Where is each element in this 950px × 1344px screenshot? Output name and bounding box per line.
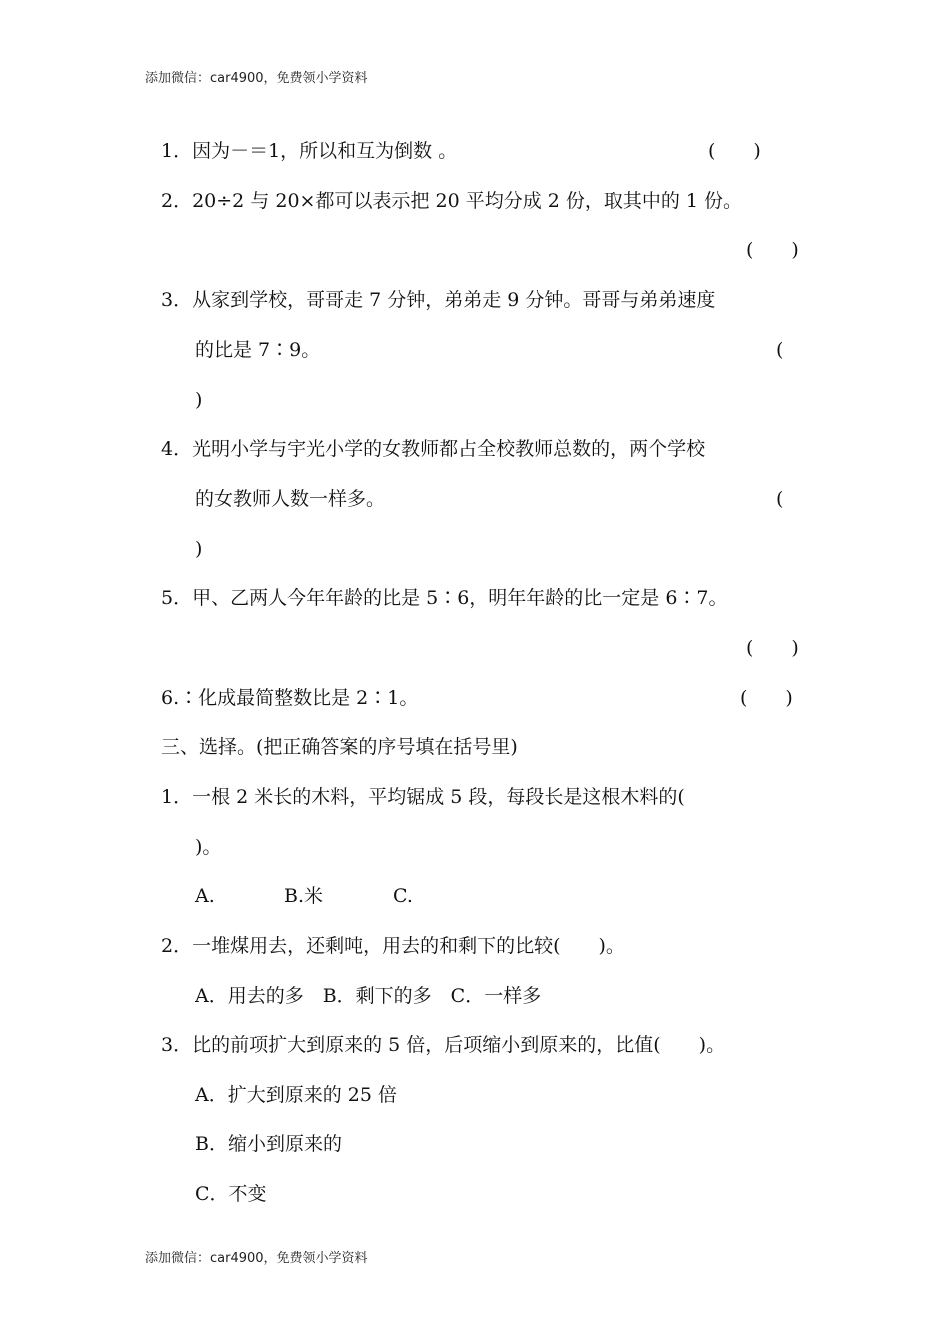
- judge-question-6: 6.∶化成最简整数比是 2∶1。: [161, 687, 419, 709]
- answer-bracket-6: ( ): [740, 687, 793, 709]
- choice-1-option-a: A.: [195, 885, 215, 907]
- choice-3-option-c: C．不变: [195, 1183, 267, 1205]
- choice-1-option-c: C.: [393, 885, 413, 907]
- answer-bracket-5: ( ): [746, 637, 799, 659]
- judge-question-2: 2．20÷2 与 20×都可以表示把 20 平均分成 2 份，取其中的 1 份。: [161, 190, 743, 212]
- page-footer: 添加微信：car4900，免费领小学资料: [145, 1251, 368, 1266]
- judge-question-4: 4．光明小学与宇光小学的女教师都占全校教师总数的，两个学校: [161, 438, 706, 460]
- judge-question-4-cont: 的女教师人数一样多。: [195, 488, 386, 510]
- judge-question-5: 5．甲、乙两人今年年龄的比是 5∶6，明年年龄的比一定是 6∶7。: [161, 587, 728, 609]
- page-header: 添加微信：car4900，免费领小学资料: [145, 71, 368, 86]
- answer-bracket-2: ( ): [746, 239, 799, 261]
- answer-bracket-3-close: ): [195, 389, 203, 411]
- choice-question-3: 3．比的前项扩大到原来的 5 倍，后项缩小到原来的，比值( )。: [161, 1034, 726, 1056]
- choice-2-options: A．用去的多 B．剩下的多 C．一样多: [195, 985, 542, 1007]
- choice-question-1-cont: )。: [195, 836, 222, 858]
- judge-question-3-cont: 的比是 7∶9。: [195, 339, 321, 361]
- choice-3-option-b: B．缩小到原来的: [195, 1133, 342, 1155]
- choice-1-option-b: B.米: [284, 885, 324, 907]
- answer-bracket-1: ( ): [708, 140, 761, 162]
- answer-bracket-3-open: (: [776, 339, 784, 361]
- choice-question-1: 1．一根 2 米长的木料，平均锯成 5 段，每段长是这根木料的(: [161, 786, 685, 808]
- judge-question-1: 1．因为－＝1，所以和互为倒数 。: [161, 140, 458, 162]
- choice-3-option-a: A．扩大到原来的 25 倍: [195, 1084, 397, 1106]
- judge-question-3: 3．从家到学校，哥哥走 7 分钟，弟弟走 9 分钟。哥哥与弟弟速度: [161, 289, 716, 311]
- section-title: 三、选择。(把正确答案的序号填在括号里): [161, 736, 518, 758]
- answer-bracket-4-close: ): [195, 538, 203, 560]
- choice-question-2: 2．一堆煤用去，还剩吨，用去的和剩下的比较( )。: [161, 935, 625, 957]
- answer-bracket-4-open: (: [776, 488, 784, 510]
